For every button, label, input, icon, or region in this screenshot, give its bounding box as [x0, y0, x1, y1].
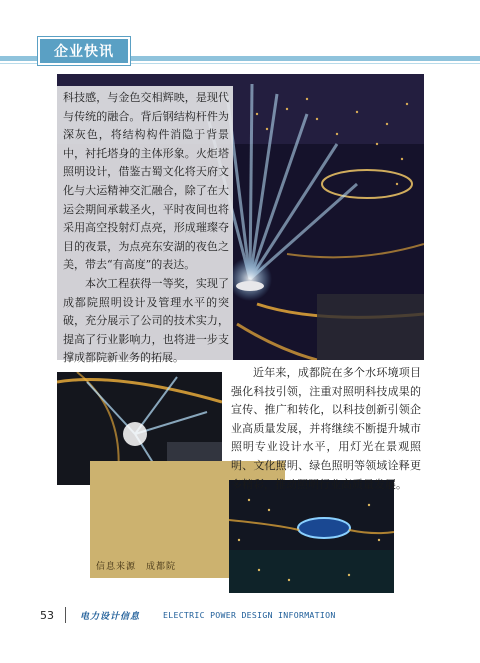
panel-paragraph-2: 本次工程获得一等奖，实现了成都院照明设计及管理水平的突破，充分展示了公司的技术实力，提高了行业影响力，也将进一步支撑成都院新业务的拓展。 [63, 276, 229, 365]
panel-paragraph-1: 科技感，与金色交相辉映，是现代与传统的融合。背后钢结构杆件为深灰色，将结构构件消隐于背景中，衬托塔身的主体形象。火炬塔照明设计，借鉴古蜀文化将天府文化与大运精神交汇融合，除了在大运会期间承载圣火，平时夜间也将采用高空投射灯点亮，形成璀璨夺目的夜景，为点亮东安湖的夜色之美，带去“有高度”的表达。 [63, 91, 229, 272]
stadium-aerial-photo [229, 480, 394, 593]
footer-divider [65, 607, 66, 623]
magazine-title-cn: 电力设计信息 [80, 612, 141, 622]
article-panel-text [63, 89, 229, 368]
page-number: 53 [40, 609, 54, 622]
source-credit: 信息来源 成都院 [96, 562, 177, 572]
magazine-title-en: ELECTRIC POWER DESIGN INFORMATION [163, 610, 336, 620]
body-paragraph: 近年来，成都院在多个水环境项目强化科技引领，注重对照明科技成果的宣传、推广和转化，以科技创新引领企业高质量发展，并将继续不断提升城市照明专业设计水平，用灯光在景观照明、文化照明、绿色照明等领域诠释更多精彩，推动照明行业高质量发展。 [231, 366, 421, 491]
article-body-text [231, 364, 421, 494]
section-tag: 企业快讯 [38, 37, 130, 65]
